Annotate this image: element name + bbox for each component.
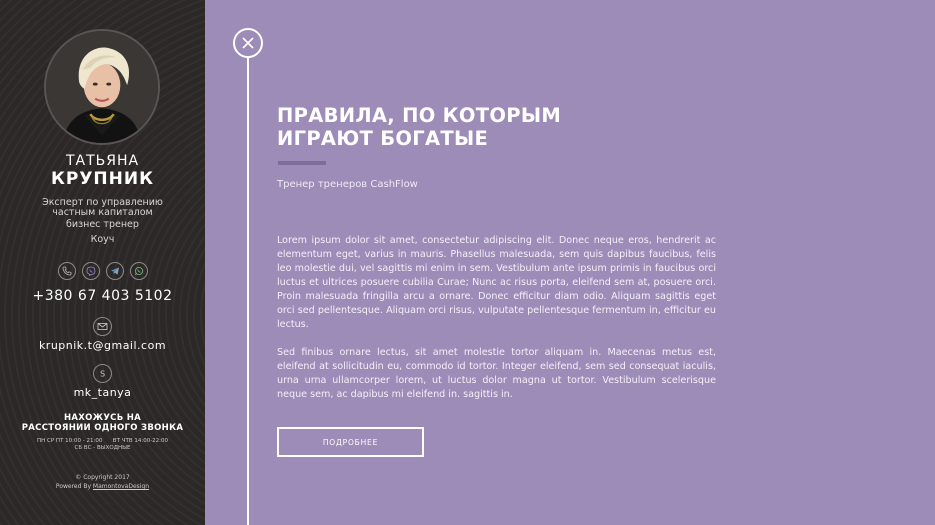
close-icon	[241, 36, 255, 50]
vertical-divider-line	[247, 58, 249, 525]
profile-first-name: ТАТЬЯНА	[65, 153, 140, 169]
powered-by	[0, 482, 205, 491]
article-paragraph-1: Lorem ipsum dolor sit amet, consectetur adipiscing elit. Donec neque eros, hendrerit ac elementum eget, varius in mauris. Phasellus malesuada, sem quis dapibus faucibus, felis leo molestie dui, vel sagittis mi enim in sem. Vestibulum ante ipsum primis in faucibus orci luctus et ultrices posuere cubilia Curae; Nunc ac risus porta, eleifend sem at, posuere orci. Proin malesuada fringilla arcu a ornare. Donec efficitur diam odio. Aliquam sagittis eget orci sed pellentesque. Aliquam orci risus, vulputate pellentesque fermentum in, efficitur eu lectus.	[277, 235, 716, 330]
availability-heading-line1: НАХОЖУСЬ НА	[63, 413, 142, 423]
article-paragraph-2: Sed finibus ornare lectus, sit amet molestie tortor aliquam in. Maecenas metus est, eleifend at sollicitudin eu, commodo id tortor. Integer eleifend, sem sed consequat iaculis, urna urna ullamcorper lorem, ut luctus dolor magna ut tortor. Vestibulum scelerisque neque sem, ac dapibus mi eleifend in. sagittis in.	[277, 347, 716, 400]
article-title-line2: ИГРАЮТ БОГАТЫЕ	[277, 127, 489, 150]
avatar	[44, 29, 160, 145]
title-accent-bar	[278, 161, 326, 165]
svg-text:S: S	[99, 369, 106, 379]
article-title-line1: ПРАВИЛА, ПО КОТОРЫМ	[277, 104, 562, 127]
more-button[interactable]: ПОДРОБНЕЕ	[277, 427, 424, 457]
portrait-image	[46, 31, 158, 143]
profile-role-expert-line1: Эксперт по управлению	[42, 197, 163, 208]
availability-heading	[0, 413, 205, 433]
availability-heading-line2: РАССТОЯНИИ ОДНОГО ЗВОНКА	[21, 423, 184, 433]
viber-icon[interactable]	[82, 262, 100, 280]
working-hours-line2: СБ ВС - ВЫХОДНЫЕ	[74, 445, 131, 451]
article-subtitle: Тренер тренеров CashFlow	[277, 179, 418, 190]
profile-role-coach: Коуч	[90, 234, 115, 245]
designer-link[interactable]: MamontovaDesign	[92, 483, 150, 490]
phone-icon[interactable]	[58, 262, 76, 280]
profile-last-name: КРУПНИК	[50, 169, 155, 189]
profile-role-trainer: бизнес тренер	[66, 219, 139, 230]
close-button[interactable]	[233, 28, 263, 58]
telegram-icon[interactable]	[106, 262, 124, 280]
footer	[0, 473, 205, 491]
skype-icon	[93, 364, 112, 383]
phone-number[interactable]: +380 67 403 5102	[32, 288, 173, 304]
email-link[interactable]: krupnik.t@gmail.com	[38, 339, 167, 352]
profile-role-expert-line2: частным капиталом	[52, 207, 153, 218]
working-hours	[0, 438, 205, 452]
social-icons	[0, 262, 205, 280]
sidebar	[0, 0, 205, 525]
skype-handle[interactable]: mk_tanya	[73, 386, 132, 399]
whatsapp-icon[interactable]	[130, 262, 148, 280]
mail-icon	[93, 317, 112, 336]
profile-role-expert	[0, 198, 205, 218]
article-title	[277, 104, 657, 150]
working-hours-line1: ПН СР ПТ 10:00 - 21:00 ВТ ЧТВ 14:00-22:00	[36, 438, 169, 444]
copyright-text: © Copyright 2017	[75, 474, 130, 481]
powered-by-prefix: Powered By	[55, 483, 93, 490]
